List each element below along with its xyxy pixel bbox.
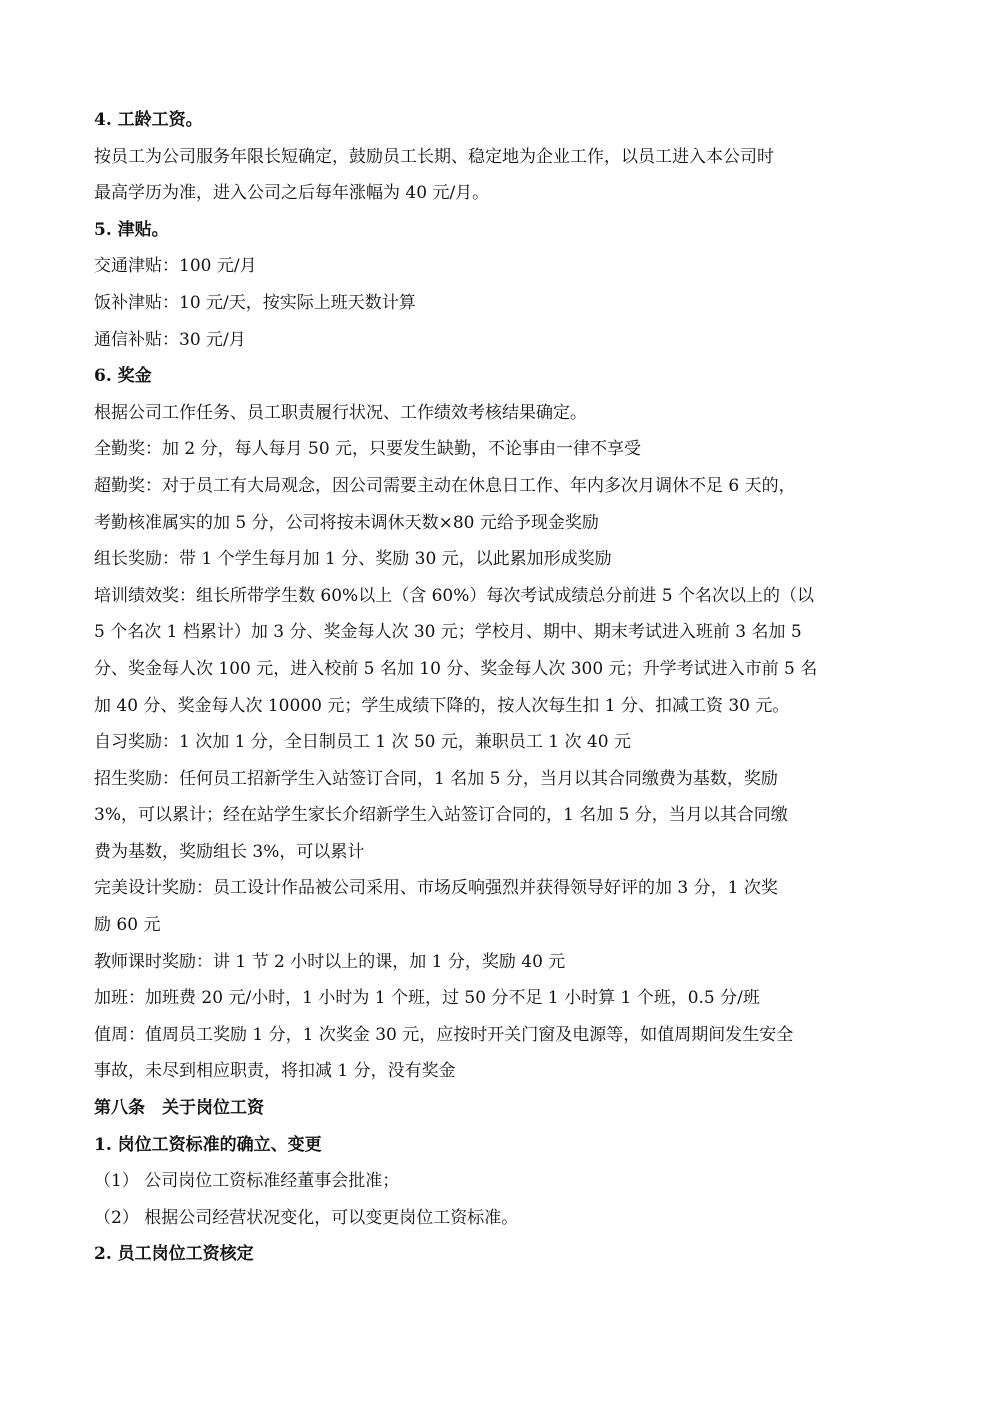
- paragraph-line: 加班：加班费 20 元/小时，1 小时为 1 个班，过 50 分不足 1 小时算 1 个班，0.5 分/班: [94, 988, 760, 1009]
- paragraph-line: 交通津贴：100 元/月: [94, 256, 257, 277]
- paragraph-line: 考勤核准属实的加 5 分，公司将按未调休天数×80 元给予现金奖励: [94, 512, 599, 533]
- paragraph-line: 加 40 分、奖金每人次 10000 元；学生成绩下降的，按人次每生扣 1 分、扣减工资 30 元。: [94, 695, 790, 716]
- paragraph-line: 完美设计奖励：员工设计作品被公司采用、市场反响强烈并获得领导好评的加 3 分，1 次奖: [94, 878, 778, 899]
- paragraph-line: 教师课时奖励：讲 1 节 2 小时以上的课，加 1 分，奖励 40 元: [94, 951, 566, 972]
- paragraph-line: 值周：值周员工奖励 1 分，1 次奖金 30 元，应按时开关门窗及电源等，如值周期间发生安全: [94, 1024, 794, 1045]
- section-heading-bonus: 6. 奖金: [94, 366, 152, 387]
- paragraph-line: 超勤奖：对于员工有大局观念，因公司需要主动在休息日工作、年内多次月调休不足 6 天的，: [94, 475, 796, 496]
- paragraph-line: 招生奖励：任何员工招新学生入站签订合同，1 名加 5 分，当月以其合同缴费为基数，奖励: [94, 768, 778, 789]
- list-item: （1） 公司岗位工资标准经董事会批准；: [94, 1171, 400, 1192]
- paragraph-line: 最高学历为准，进入公司之后每年涨幅为 40 元/月。: [94, 183, 490, 204]
- paragraph-line: 组长奖励：带 1 个学生每月加 1 分、奖励 30 元，以此累加形成奖励: [94, 549, 612, 570]
- paragraph-line: 事故，未尽到相应职责，将扣减 1 分，没有奖金: [94, 1061, 456, 1082]
- paragraph-line: 饭补津贴：10 元/天，按实际上班天数计算: [94, 292, 416, 313]
- paragraph-line: 全勤奖：加 2 分，每人每月 50 元，只要发生缺勤，不论事由一律不享受: [94, 439, 642, 460]
- subsection-heading: 1. 岗位工资标准的确立、变更: [94, 1134, 322, 1155]
- paragraph-line: 自习奖励：1 次加 1 分，全日制员工 1 次 50 元，兼职员工 1 次 40 元: [94, 732, 631, 753]
- section-heading-allowance: 5. 津贴。: [94, 219, 169, 240]
- paragraph-line: 培训绩效奖：组长所带学生数 60%以上（含 60%）每次考试成绩总分前进 5 个名次以上的（以: [94, 585, 814, 606]
- paragraph-line: 按员工为公司服务年限长短确定，鼓励员工长期、稳定地为企业工作，以员工进入本公司时: [94, 146, 774, 167]
- article-title: 第八条 关于岗位工资: [94, 1098, 264, 1119]
- paragraph-line: 3%，可以累计；经在站学生家长介绍新学生入站签订合同的，1 名加 5 分，当月以其合同缴: [94, 805, 788, 826]
- paragraph-line: 5 个名次 1 档累计）加 3 分、奖金每人次 30 元；学校月、期中、期末考试进入班前 3 名加 5: [94, 622, 802, 643]
- paragraph-line: 根据公司工作任务、员工职责履行状况、工作绩效考核结果确定。: [94, 402, 587, 423]
- list-item: （2） 根据公司经营状况变化，可以变更岗位工资标准。: [94, 1207, 519, 1228]
- subsection-heading: 2. 员工岗位工资核定: [94, 1244, 254, 1265]
- paragraph-line: 费为基数，奖励组长 3%，可以累计: [94, 841, 365, 862]
- document-body: [94, 102, 900, 1273]
- paragraph-line: 分、奖金每人次 100 元，进入校前 5 名加 10 分、奖金每人次 300 元；升学考试进入市前 5 名: [94, 658, 818, 679]
- section-heading-seniority-wage: 4. 工龄工资。: [94, 110, 203, 130]
- paragraph-line: 通信补贴：30 元/月: [94, 329, 246, 350]
- paragraph-line: 励 60 元: [94, 915, 161, 936]
